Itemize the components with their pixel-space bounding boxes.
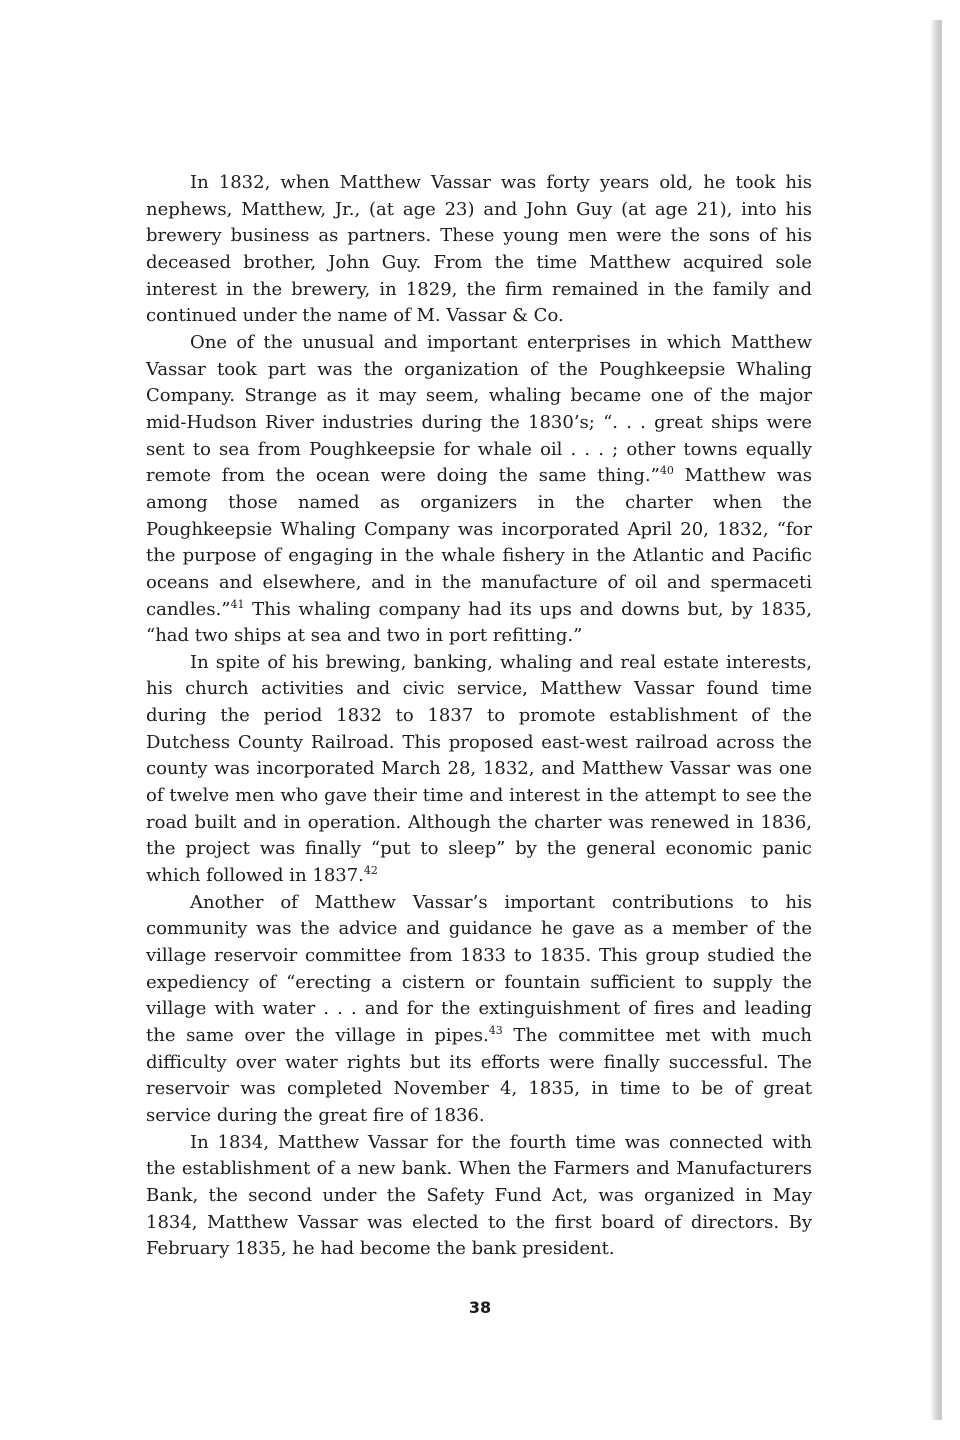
page-edge-shadow — [930, 20, 942, 1420]
paragraph: Another of Matthew Vassar’s important contributions to his community was the advice and guidance he gave as a member of the village reservoir committee from 1833 to 1835. This group studied the expediency of “erecting a cistern or fountain sufficient to supply the village with water . . . and for the extinguishment of fires and leading the same over the village in pipes.$^{43}$ The committee met with much difficulty over water rights but its efforts were finally successful. The reservoir was completed November 4, 1835, in time to be of great service during the great fire of 1836. — [146, 891, 812, 1126]
page-number: 38 — [468, 1298, 492, 1317]
paragraph: In spite of his brewing, banking, whaling and real estate interests, his church activities and civic service, Matthew Vassar found time during the period 1832 to 1837 to promote establishment of the Dutchess County Railroad. This proposed east-west railroad across the county was incorporated March 28, 1832, and Matthew Vassar was one of twelve men who gave their time and interest in the attempt to see the road built and in operation. Although the charter was renewed in 1836, the project was finally “put to sleep” by the general economic panic which followed in 1837.42 — [146, 651, 812, 887]
footnote-ref: 43 — [488, 1024, 503, 1037]
paragraph: One of the unusual and important enterprises in which Matthew Vassar took part was the organization of the Poughkeepsie Whaling Company. Strange as it may seem, whaling became one of the major mid-Hudson River industries during the 1830’s; “. . . great ships were sent to sea from Poughkeepsie for whale oil . . . ; other towns equally remote from the ocean were doing the same thing.”$^{40}$ Matthew was among those named as organizers in the charter when the Poughkeepsie Whaling Company was incorporated April 20, 1832, “for the purpose of engaging in the whale fishery in the Atlantic and Pacific oceans and elsewhere, and in the manufacture of oil and spermaceti candles.”$^{41}$ This whaling company had its ups and downs but, by 1835, “had two ships at sea and two in port refitting.” — [146, 331, 812, 647]
footnote-ref: 42 — [363, 864, 378, 878]
body-text — [146, 170, 812, 1263]
paragraph: In 1832, when Matthew Vassar was forty years old, he took his nephews, Matthew, Jr., (at age 23) and John Guy (at age 21), into his brewery business as partners. These young men were the sons of his deceased brother, John Guy. From the time Matthew acquired sole interest in the brewery, in 1829, the firm remained in the family and continued under the name of M. Vassar & Co. — [146, 172, 812, 327]
footnote-ref: 40 — [659, 464, 674, 478]
footnote-ref: 41 — [230, 597, 245, 611]
paragraph: In 1834, Matthew Vassar for the fourth time was connected with the establishment of a new bank. When the Farmers and Manufacturers Bank, the second under the Safety Fund Act, was organized in May 1834, Matthew Vassar was elected to the first board of directors. By February 1835, he had become the bank president. — [146, 1131, 812, 1260]
